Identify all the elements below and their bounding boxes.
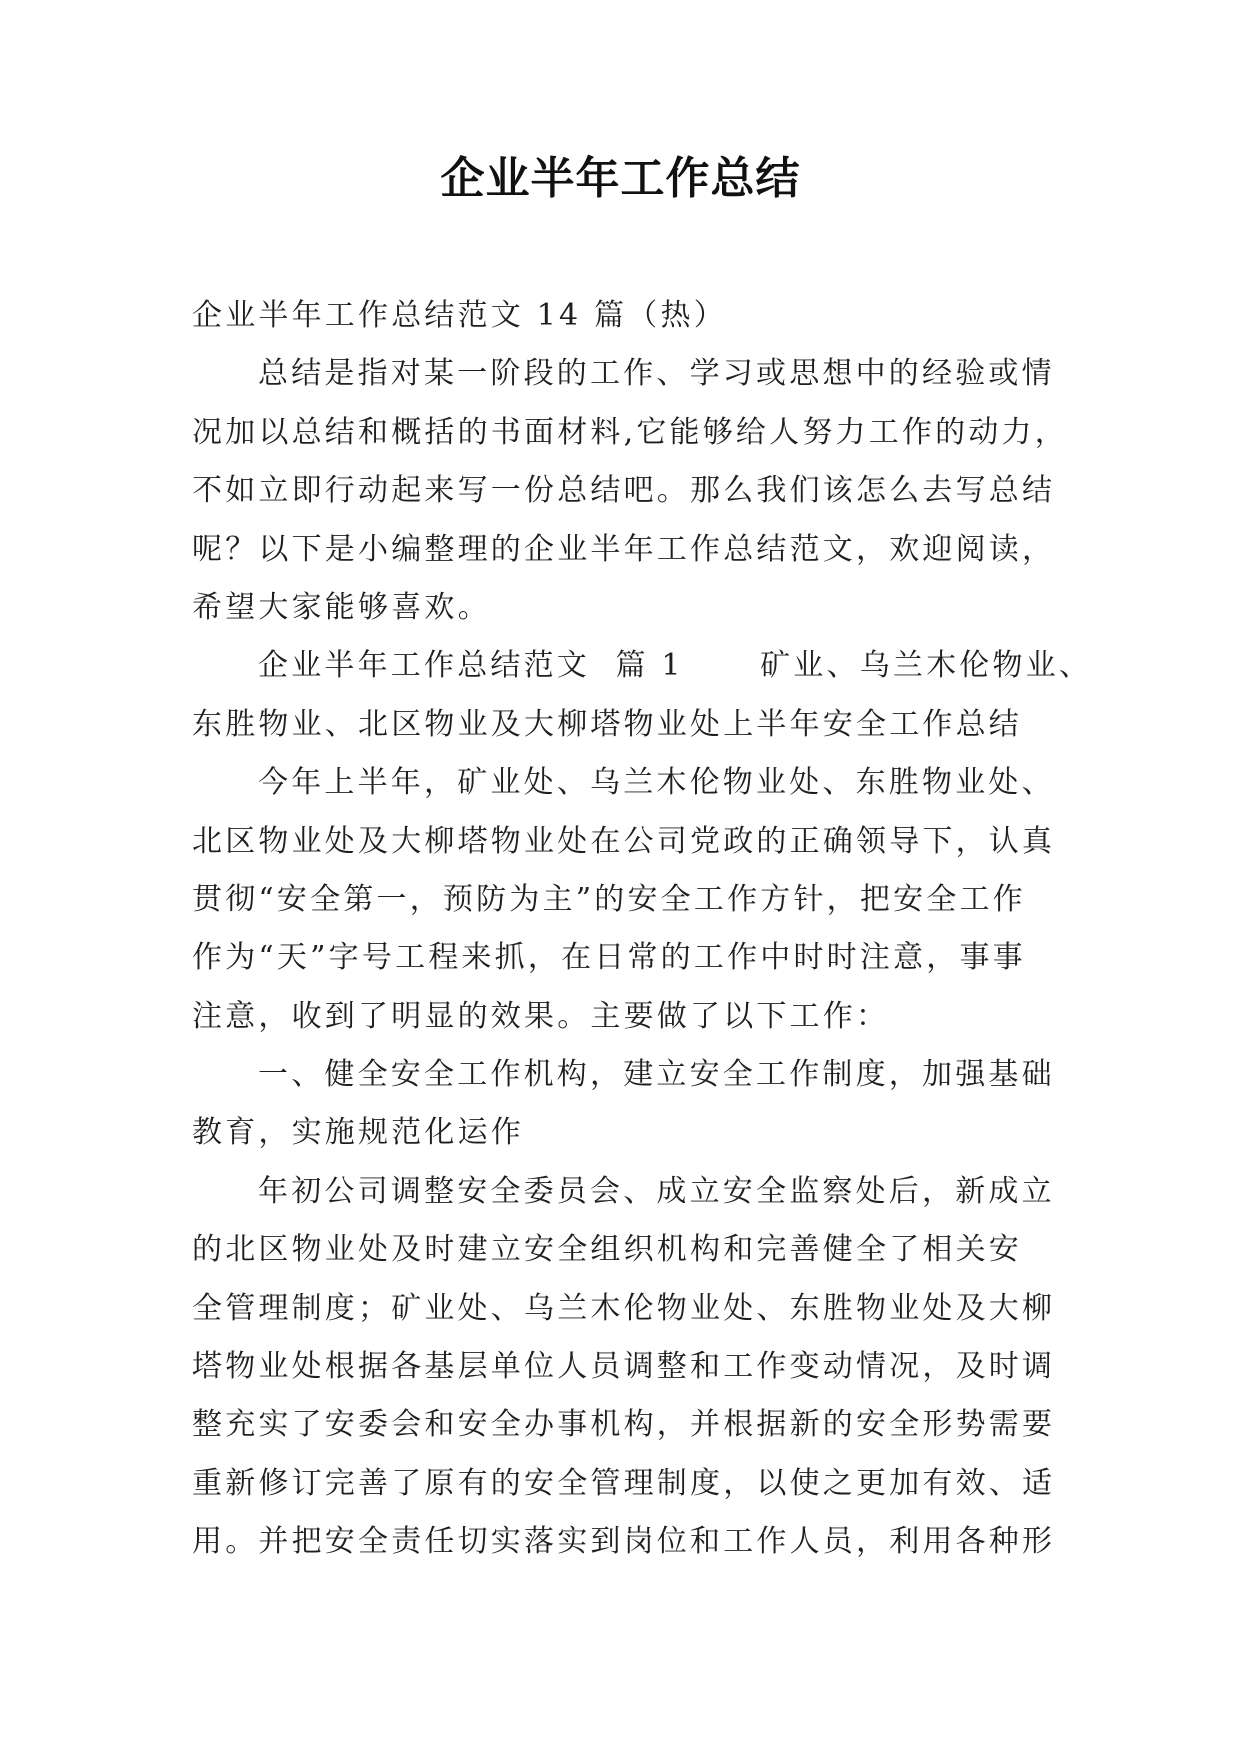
text-line: 用。并把安全责任切实落实到岗位和工作人员，利用各种形 [192, 1524, 1056, 1560]
text-line: 不如立即行动起来写一份总结吧。那么我们该怎么去写总结 [192, 473, 1056, 509]
text-line: 今年上半年，矿业处、乌兰木伦物业处、东胜物业处、 [258, 765, 1055, 801]
text-line: 呢？以下是小编整理的企业半年工作总结范文，欢迎阅读， [192, 531, 1056, 567]
text-line: 重新修订完善了原有的安全管理制度，以使之更加有效、适 [192, 1465, 1056, 1501]
text-line: 整充实了安委会和安全办事机构，并根据新的安全形势需要 [192, 1407, 1056, 1443]
body-paragraph [192, 1163, 1092, 1572]
text-line: 注意，收到了明显的效果。主要做了以下工作： [192, 998, 890, 1034]
text-line: 贯彻“安全第一，预防为主”的安全工作方针，把安全工作 [192, 881, 1026, 917]
text-line: 总结是指对某一阶段的工作、学习或思想中的经验或情 [258, 356, 1055, 392]
text-line: 教育，实施规范化运作 [192, 1115, 524, 1151]
document-title: 企业半年工作总结 [440, 153, 801, 204]
text-line: 况加以总结和概括的书面材料,它能够给人努力工作的动力， [192, 414, 1068, 450]
text-line: 北区物业处及大柳塔物业处在公司党政的正确领导下，认真 [192, 823, 1056, 859]
section-heading-paragraph [192, 637, 1092, 754]
intro-paragraph [192, 345, 1092, 637]
subsection-heading-paragraph [192, 1046, 1092, 1163]
text-line: 塔物业处根据各基层单位人员调整和工作变动情况，及时调 [192, 1349, 1056, 1385]
text-line: 一、健全安全工作机构，建立安全工作制度，加强基础 [258, 1057, 1055, 1093]
text-line: 企业半年工作总结范文 14 篇（热） [192, 298, 727, 333]
text-line: 东胜物业、北区物业及大柳塔物业处上半年安全工作总结 [192, 706, 1022, 742]
document-body [192, 287, 1092, 1572]
text-line: 作为“天”字号工程来抓，在日常的工作中时时注意，事事 [192, 940, 1026, 976]
text-line: 的北区物业处及时建立安全组织机构和完善健全了相关安 [192, 1232, 1022, 1268]
text-line: 企业半年工作总结范文 篇 1 矿业、乌兰木伦物业、 [258, 648, 1093, 684]
subtitle-paragraph [192, 287, 1092, 345]
text-line: 希望大家能够喜欢。 [192, 589, 491, 625]
text-line: 年初公司调整安全委员会、成立安全监察处后，新成立 [258, 1173, 1055, 1209]
body-paragraph [192, 754, 1092, 1046]
text-line: 全管理制度；矿业处、乌兰木伦物业处、东胜物业处及大柳 [192, 1290, 1056, 1326]
